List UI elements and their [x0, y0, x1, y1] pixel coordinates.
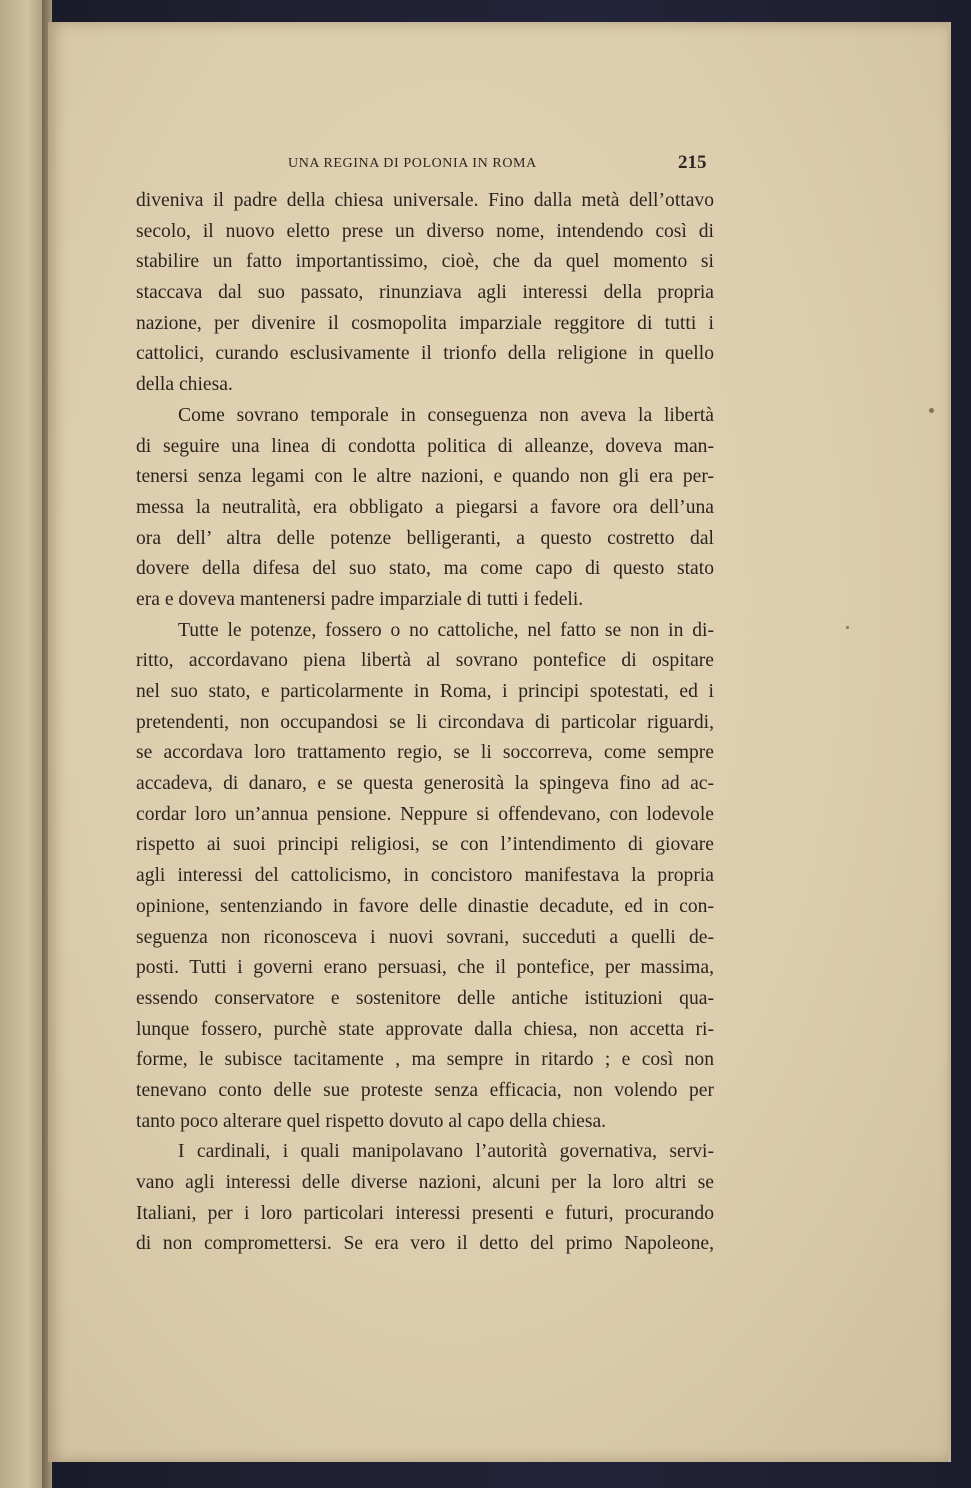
text-line: Tutte le potenze, fossero o no cattoliche, nel fatto se non in di-: [178, 619, 714, 641]
text-line: messa la neutralità, era obbligato a piegarsi a favore ora dell’una: [136, 496, 714, 518]
text-line: accadeva, di danaro, e se questa generosità la spingeva fino ad ac-: [136, 773, 714, 795]
text-line: tenevano conto delle sue proteste senza efficacia, non volendo per: [136, 1079, 714, 1101]
text-line: diveniva il padre della chiesa universale. Fino dalla metà dell’ottavo: [136, 190, 714, 211]
running-title: UNA REGINA DI POLONIA IN ROMA: [288, 156, 537, 171]
text-line: opinione, sentenziando in favore delle dinastie decadute, ed in con-: [136, 895, 714, 917]
text-line: lunque fossero, purchè state approvate dalla chiesa, non accetta ri-: [136, 1018, 714, 1040]
text-line: rispetto ai suoi principi religiosi, se con l’intendimento di giovare: [136, 834, 714, 856]
paragraph: [136, 616, 714, 1138]
text-line: dovere della difesa del suo stato, ma come capo di questo stato: [136, 558, 714, 580]
text-line: agli interessi del cattolicismo, in concistoro manifestava la propria: [136, 865, 714, 887]
text-line: stabilire un fatto importantissimo, cioè, che da quel momento si: [136, 251, 714, 273]
paragraph: [136, 186, 714, 401]
text-line: I cardinali, i quali manipolavano l’autorità governativa, servi-: [178, 1141, 714, 1163]
text-line: posti. Tutti i governi erano persuasi, che il pontefice, per massima,: [136, 957, 714, 979]
text-line: ora dell’ altra delle potenze belligeranti, a questo costretto dal: [136, 527, 714, 549]
ink-speck: [929, 408, 934, 413]
text-line: era e doveva mantenersi padre imparziale di tutti i fedeli.: [136, 588, 584, 610]
text-line: staccava dal suo passato, rinunziava agli interessi della propria: [136, 282, 714, 304]
text-line: cattolici, curando esclusivamente il trionfo della religione in quello: [136, 343, 714, 365]
text-line: Come sovrano temporale in conseguenza non aveva la libertà: [178, 404, 714, 426]
page-number: 215: [678, 152, 707, 173]
ink-speck: [846, 626, 849, 629]
text-line: tenersi senza legami con le altre nazioni, e quando non gli era per-: [136, 466, 714, 488]
text-line: nel suo stato, e particolarmente in Roma, i principi spotestati, ed i: [136, 681, 714, 702]
paragraph: [136, 1137, 714, 1260]
text-line: ritto, accordavano piena libertà al sovrano pontefice di ospitare: [136, 650, 714, 672]
text-line: seguenza non riconosceva i nuovi sovrani, succeduti a quelli de-: [136, 926, 714, 948]
text-line: di seguire una linea di condotta politica di alleanze, doveva man-: [136, 435, 714, 457]
text-line: essendo conservatore e sostenitore delle antiche istituzioni qua-: [136, 987, 714, 1009]
text-line: se accordava loro trattamento regio, se li soccorreva, come sempre: [136, 742, 714, 764]
text-line: di non compromettersi. Se era vero il detto del primo Napoleone,: [136, 1233, 714, 1255]
text-line: pretendenti, non occupandosi se li circondava di particolar riguardi,: [136, 711, 714, 733]
text-line: tanto poco alterare quel rispetto dovuto al capo della chiesa.: [136, 1110, 607, 1132]
paragraph: [136, 401, 714, 616]
page-body-text: [136, 186, 714, 1260]
text-line: Italiani, per i loro particolari interessi presenti e futuri, procurando: [136, 1202, 714, 1224]
text-line: forme, le subisce tacitamente , ma sempre in ritardo ; e così non: [136, 1049, 714, 1071]
text-line: secolo, il nuovo eletto prese un diverso nome, intendendo così di: [136, 220, 714, 242]
facing-page-edge: [0, 0, 46, 1488]
text-line: vano agli interessi delle diverse nazioni, alcuni per la loro altri se: [136, 1172, 714, 1193]
text-line: nazione, per divenire il cosmopolita imparziale reggitore di tutti i: [136, 312, 714, 334]
text-line: della chiesa.: [136, 374, 233, 396]
text-line: cordar loro un’annua pensione. Neppure si offendevano, con lodevole: [136, 803, 714, 825]
